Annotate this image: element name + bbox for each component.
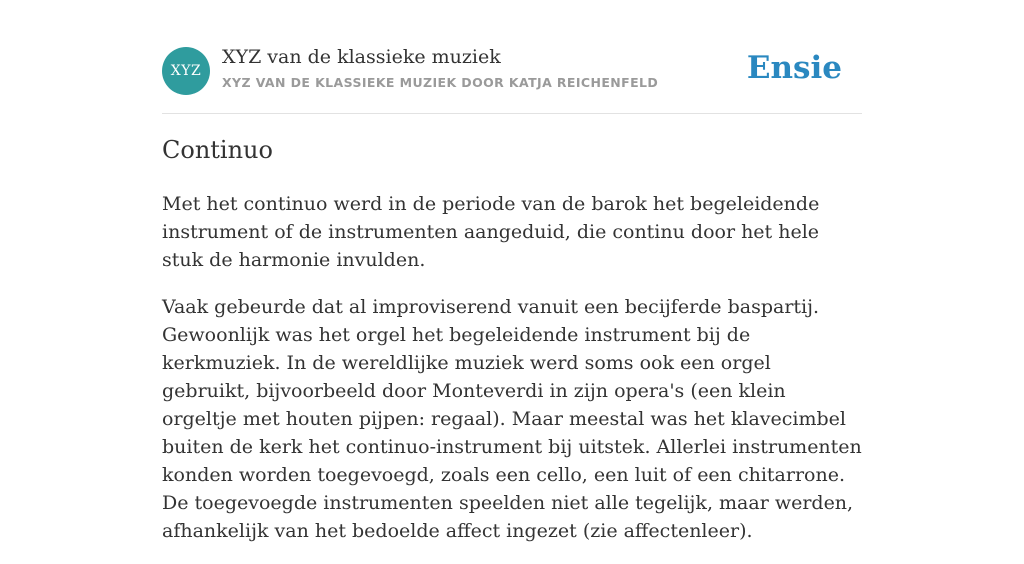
article-paragraph: Vaak gebeurde dat al improviserend vanuit een becijferde baspartij. Gewoonlijk was het orgel het begeleidende instrument bij de kerkmuziek. In de wereldlijke muziek werd soms ook een orgel gebruikt, bijvoorbeeld door Monteverdi in zijn opera's (een klein orgeltje met houten pijpen: regaal). Maar meestal was het klavecimbel buiten de kerk het continuo-instrument bij uitstek. Allerlei instrumenten konden worden toegevoegd, zoals een cello, een luit of een chitarrone. De toegevoegde instrumenten speelden niet alle tegelijk, maar werden, afhankelijk van het bedoelde affect ingezet (zie affectenleer).: [162, 296, 862, 542]
source-title[interactable]: XYZ van de klassieke muziek: [222, 46, 501, 68]
article-title: Continuo: [162, 136, 273, 164]
brand-logo[interactable]: Ensie: [746, 50, 842, 86]
article-body: [162, 190, 862, 564]
source-avatar[interactable]: XYZ: [162, 47, 210, 95]
source-subtitle[interactable]: XYZ VAN DE KLASSIEKE MUZIEK DOOR KATJA REICHENFELD: [222, 75, 659, 90]
header: [162, 0, 862, 114]
article-paragraph: Met het continuo werd in de periode van de barok het begeleidende instrument of de instrumenten aangeduid, die continu door het hele stuk de harmonie invulden.: [162, 193, 820, 271]
content-container: [162, 0, 862, 542]
